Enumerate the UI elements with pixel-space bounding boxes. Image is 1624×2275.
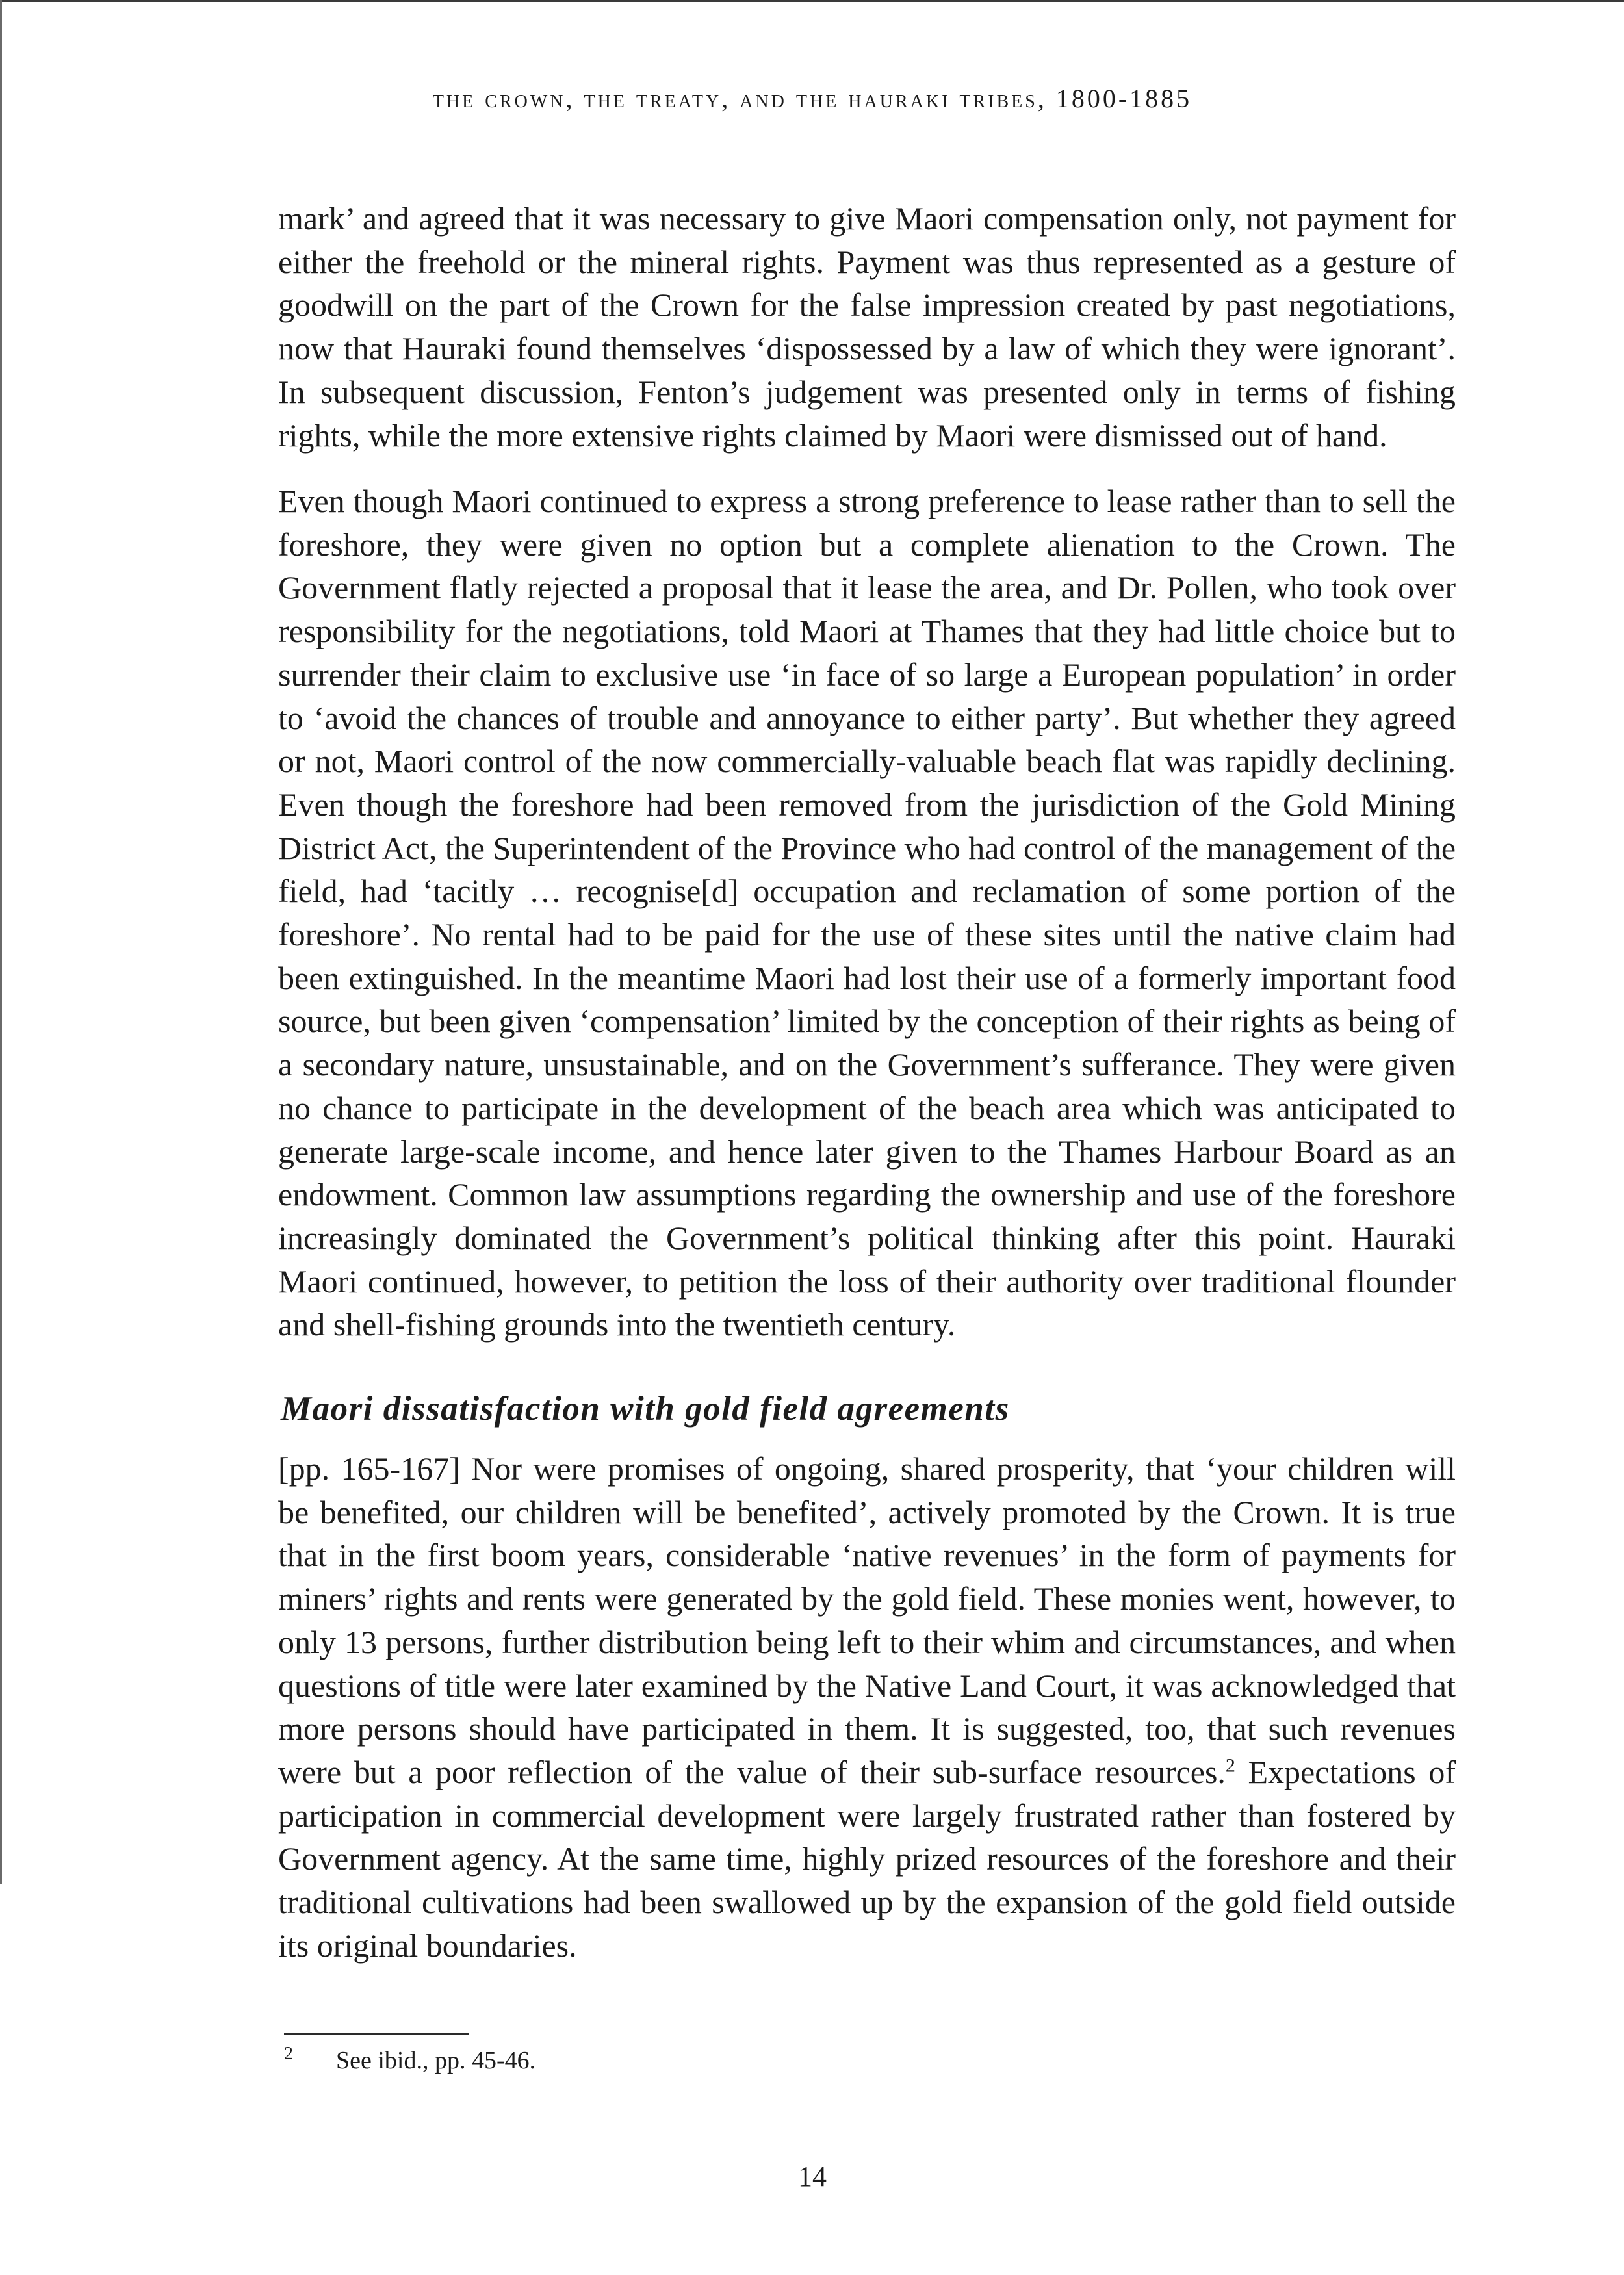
footnote-text: See ibid., pp. 45-46.: [336, 2047, 536, 2074]
body-paragraph-3: [278, 1447, 1456, 1967]
scan-border-top: [0, 0, 1624, 2]
paragraph-text: [278, 1447, 1456, 1967]
paragraph-text: Even though Maori continued to express a strong preference to lease rather than to sell the foreshore, they were given no option but a complete alienation to the Crown. The Government flatly rejected a proposal that it lease the area, and Dr. Pollen, who took over responsibility for the negotiations, told Maori at Thames that they had little choice but to surrender their claim to exclusive use ‘in face of so large a European population’ in order to ‘avoid the chances of trouble and annoyance to either party’. But whether they agreed or not, Maori control of the now commercially-valuable beach flat was rapidly declining. Even though the foreshore had been removed from the jurisdiction of the Gold Mining District Act, the Superintendent of the Province who had control of the management of the field, had ‘tacitly … recognise[d] occupation and reclamation of some portion of the foreshore’. No rental had to be paid for the use of these sites until the native claim had been extinguished. In the meantime Maori had lost their use of a formerly important food source, but been given ‘compensation’ limited by the conception of their rights as being of a secondary nature, unsustainable, and on the Government’s sufferance. They were given no chance to participate in the development of the beach area which was anticipated to generate large-scale income, and hence later given to the Thames Harbour Board as an endowment. Common law assumptions regarding the ownership and use of the foreshore increasingly dominated the Government’s political thinking after this point. Hauraki Maori continued, however, to petition the loss of their authority over traditional flounder and shell-fishing grounds into the twentieth century.: [278, 483, 1456, 1343]
footnote-divider: [284, 2033, 469, 2035]
paragraph-text: mark’ and agreed that it was necessary to give Maori compensation only, not payment for either the freehold or the mineral rights. Payment was thus represented as a gesture of goodwill on the part of the Crown for the false impression created by past negotiations, now that Hauraki found themselves ‘dispossessed by a law of which they were ignorant’. In subsequent discussion, Fenton’s judgement was presented only in terms of fishing rights, while the more extensive rights claimed by Maori were dismissed out of hand.: [278, 200, 1456, 454]
paragraph-text-part-2: Expectations of participation in commercial development were largely frustrated rather than fostered by Government agency. At the same time, highly prized resources of the foreshore and their traditional cultivations had been swallowed up by the expansion of the gold field outside its original boundaries.: [278, 1753, 1456, 1964]
page-number: 14: [798, 2161, 827, 2192]
paragraph-text-part-1: [pp. 165-167] Nor were promises of ongoing, shared prosperity, that ‘your children will be benefited, our children will be benefited’, actively promoted by the Crown. It is true that in the first boom years, considerable ‘native revenues’ in the form of payments for miners’ rights and rents were generated by the gold field. These monies went, however, to only 13 persons, further distribution being left to their whim and circumstances, and when questions of title were later examined by the Native Land Court, it was acknowledged that more persons should have participated in them. It is suggested, too, that such revenues were but a poor reflection of the value of their sub-surface resources.: [278, 1450, 1456, 1790]
body-paragraph-1: [278, 197, 1456, 457]
running-head: the crown, the treaty, and the hauraki tribes, 1800-1885: [432, 84, 1192, 113]
footnote-reference-2: 2: [1225, 1754, 1235, 1777]
footnote-2: 2 See ibid., pp. 45-46.: [284, 2044, 536, 2074]
section-heading: Maori dissatisfaction with gold field agreements: [281, 1390, 1010, 1428]
scan-border-left: [0, 0, 2, 1884]
body-paragraph-2: [278, 480, 1456, 1346]
